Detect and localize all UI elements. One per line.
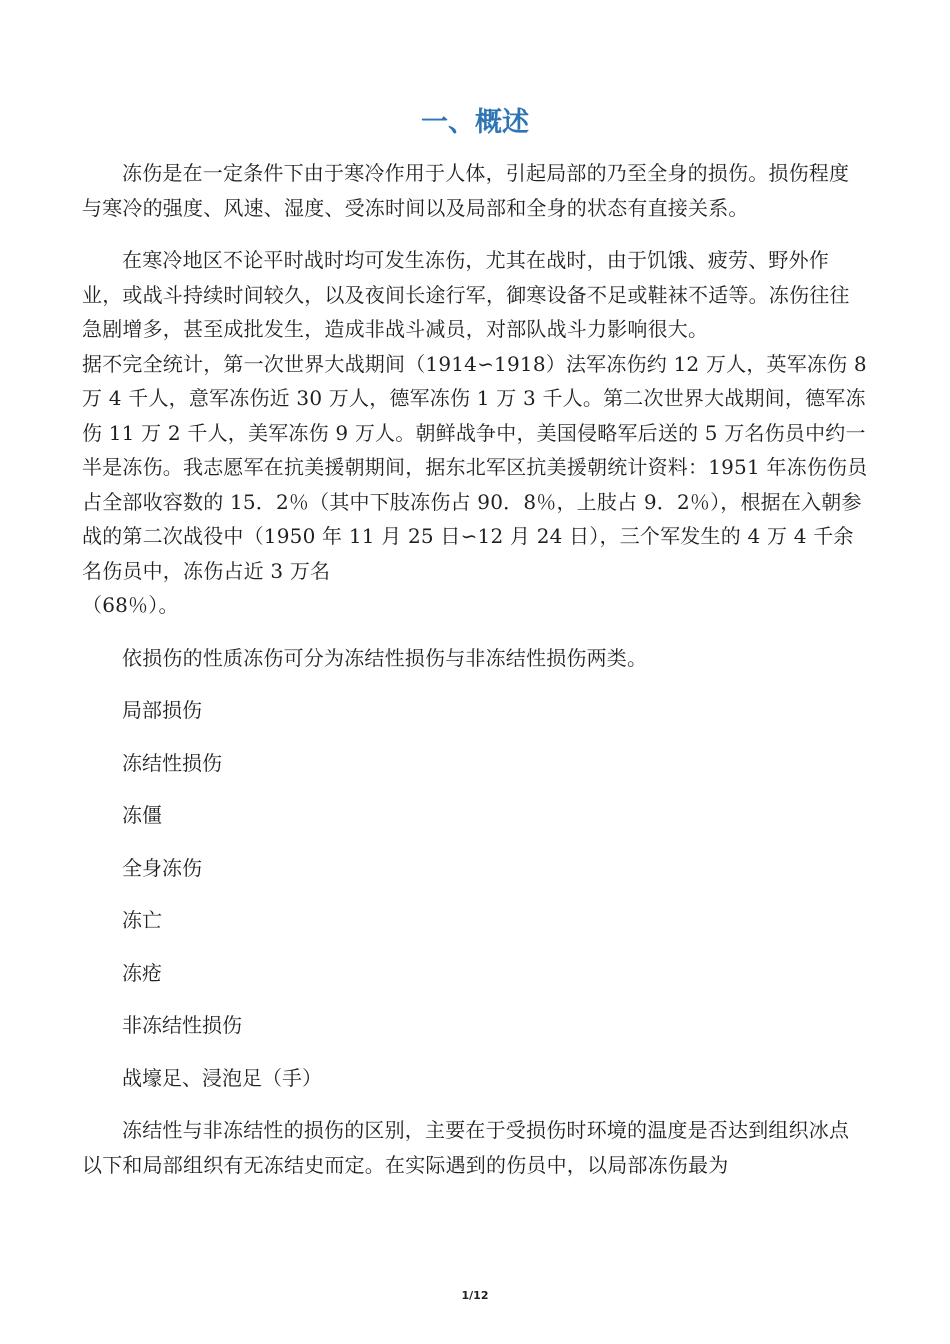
list-item: 冻疮 (122, 960, 162, 985)
list-item: 冻结性损伤 (122, 750, 222, 775)
document-body (82, 156, 868, 1200)
list-item: 局部损伤 (122, 698, 202, 722)
list-item: 冻亡 (122, 908, 162, 932)
list-item: 全身冻伤 (122, 855, 202, 880)
paragraph-distinction: 冻结性与非冻结性的损伤的区别，主要在于受损伤时环境的温度是否达到组织冰点以下和局部组织有无冻结史而定。在实际遇到的伤员中，以局部冻伤最为 (82, 1118, 850, 1177)
page-number: 1/12 (461, 1289, 489, 1302)
list-item: 冻僵 (122, 803, 162, 827)
paragraph-definition: 冻伤是在一定条件下由于寒冷作用于人体，引起局部的乃至全身的损伤。损伤程度与寒冷的强度、风速、湿度、受冻时间以及局部和全身的状态有直接关系。 (82, 161, 850, 220)
paragraph-classification: 依损伤的性质冻伤可分为冻结性损伤与非冻结性损伤两类。 (122, 645, 648, 670)
paragraph-statistics: 在寒冷地区不论平时战时均可发生冻伤，尤其在战时，由于饥饿、疲劳、野外作业，或战斗持续时间较久，以及夜间长途行军，御寒设备不足或鞋袜不适等。冻伤往往急剧增多，甚至成批发生，造成非战斗减员，对部队战斗力影响很大。 据不完全统计，第一次世界大战期间（1914∽1918）法军冻伤约 12 万人，英军冻伤 8 万 4 千人，意军冻伤近 30 万人，德军冻伤 1 万 3 千人。第二次世界大战期间，德军冻伤 11 万 2 千人，美军冻伤 9 万人。朝鲜战争中，美国侵略军后送的 5 万名伤员中约一半是冻伤。我志愿军在抗美援朝期间，据东北军区抗美援朝统计资料：1951 年冻伤伤员占全部收容数的 15．2％（其中下肢冻伤占 90．8％，上肢占 9．2％），根据在入朝参战的第二次战役中（1950 年 11 月 25 日∽12 月 24 日），三个军发生的 4 万 4 千余名伤员中，冻伤占近 3 万名 （68％）。 (82, 248, 868, 617)
list-item: 非冻结性损伤 (122, 1013, 242, 1037)
list-item: 战壕足、浸泡足（手） (122, 1065, 322, 1090)
section-title: 一、概述 (421, 107, 529, 138)
